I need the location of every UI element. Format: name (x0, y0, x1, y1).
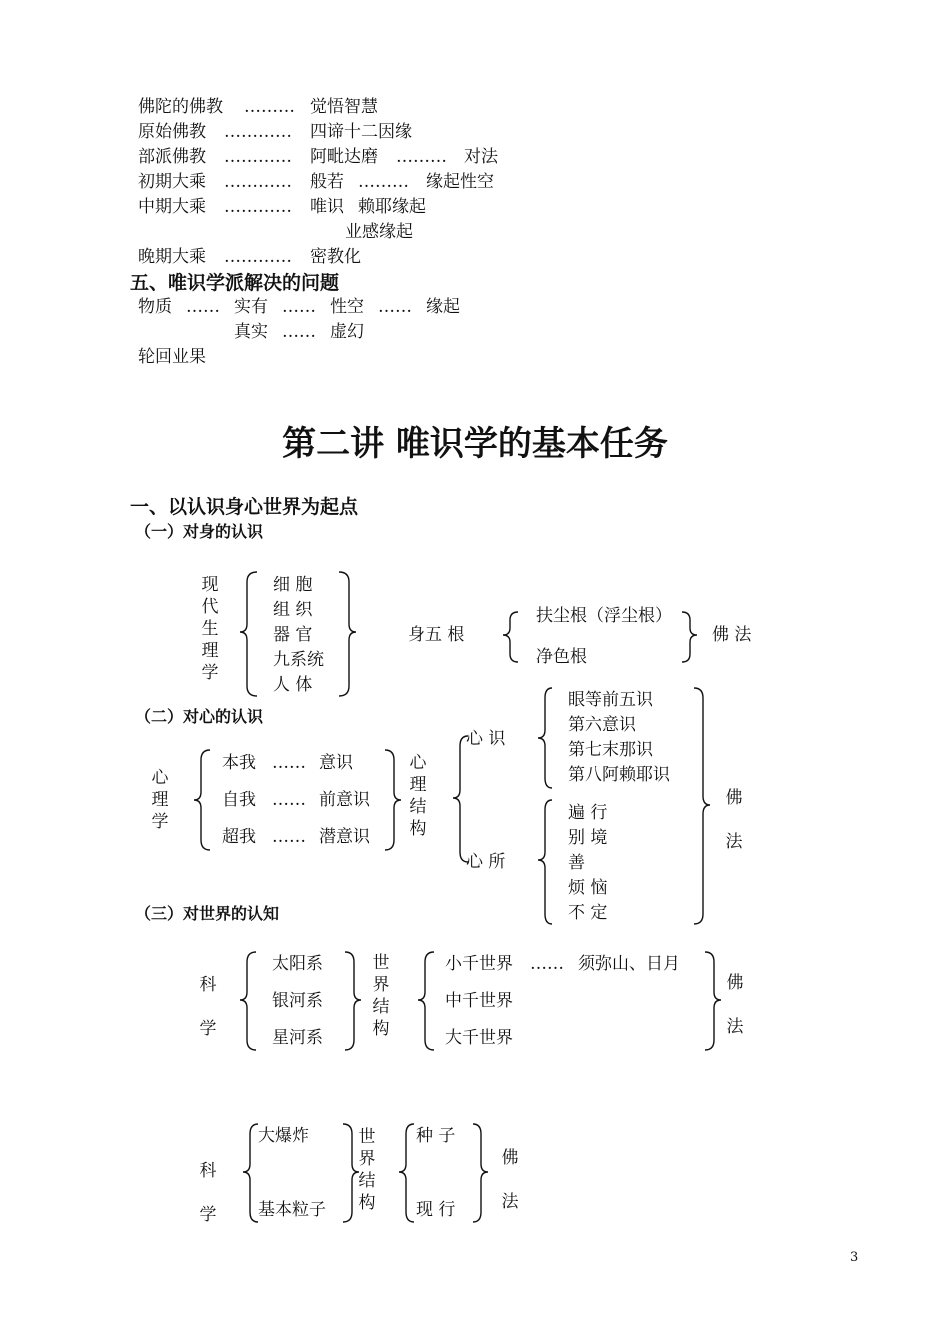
dots: …… (272, 753, 306, 773)
left-brace (399, 1124, 414, 1222)
mind-term: 本我 (222, 753, 256, 773)
consciousness-label: 心 识 (466, 729, 506, 749)
buddha-dharma-label: 佛 法 (712, 625, 752, 645)
dots: …… (272, 827, 306, 847)
dots: …… (530, 954, 564, 974)
vertical-label: 科学 (199, 975, 217, 1039)
dots: ………… (224, 122, 292, 142)
right-brace (705, 952, 721, 1050)
mental-factor-item: 烦 恼 (568, 878, 608, 898)
dots: ………… (224, 197, 292, 217)
body-item: 九系统 (273, 650, 324, 670)
cosmos-item: 星河系 (272, 1028, 323, 1048)
left-brace (538, 688, 552, 788)
left-brace (240, 952, 256, 1050)
science-item: 大爆炸 (258, 1126, 309, 1146)
problem-term: 实有 (234, 297, 268, 317)
seed-item: 现 行 (416, 1200, 456, 1220)
left-brace (503, 612, 518, 662)
intro-line-b: 四谛十二因缘 (310, 122, 412, 142)
vertical-label: 世界结构 (372, 953, 390, 1039)
lecture-title: 第二讲 唯识学的基本任务 (282, 424, 668, 464)
left-brace (418, 952, 434, 1050)
mind-term: 超我 (222, 827, 256, 847)
page-number: 3 (850, 1250, 859, 1265)
mind-term: 意识 (319, 753, 353, 773)
world-item: 大千世界 (445, 1028, 513, 1048)
root-item: 净色根 (536, 647, 587, 667)
vertical-label: 佛法 (726, 973, 744, 1037)
root-item: 扶尘根（浮尘根） (536, 606, 672, 626)
world-item: 中千世界 (445, 991, 513, 1011)
right-brace (694, 688, 710, 924)
vertical-label: 心理结构 (409, 753, 427, 839)
body-item: 器 官 (273, 625, 313, 645)
intro-line-b: 唯识 (310, 197, 344, 217)
intro-line-a: 初期大乘 (138, 172, 206, 192)
world-detail: 须弥山、日月 (578, 954, 680, 974)
intro-line-b: 觉悟智慧 (310, 97, 378, 117)
dots: ……… (396, 147, 447, 167)
dots: …… (272, 790, 306, 810)
subsection-heading: （三）对世界的认知 (135, 904, 280, 923)
right-brace (343, 1124, 359, 1222)
intro-line-b: 密教化 (310, 247, 361, 267)
dots: …… (378, 297, 412, 317)
cosmos-item: 银河系 (272, 991, 323, 1011)
vertical-label: 世界结构 (358, 1127, 376, 1213)
right-brace (473, 1124, 488, 1222)
subsection-heading: （一）对身的认识 (135, 522, 264, 541)
body-item: 人 体 (273, 675, 313, 695)
consciousness-item: 眼等前五识 (568, 690, 653, 710)
consciousness-item: 第七末那识 (568, 740, 653, 760)
right-brace (339, 572, 356, 696)
right-brace (682, 612, 697, 662)
mind-term: 前意识 (319, 790, 370, 810)
intro-line-b: 般若 (310, 172, 344, 192)
problem-term: 物质 (138, 297, 172, 317)
left-brace (194, 750, 210, 850)
vertical-label: 佛法 (725, 788, 743, 852)
dots: …… (186, 297, 220, 317)
vertical-label: 心理学 (151, 768, 169, 832)
vertical-label: 现代生理学 (201, 575, 219, 683)
dots: ……… (244, 97, 295, 117)
mental-factor-item: 不 定 (568, 903, 608, 923)
dots: ………… (224, 172, 292, 192)
right-brace (345, 952, 361, 1050)
problem-term: 轮回业果 (138, 347, 206, 367)
problem-term: 虚幻 (330, 322, 364, 342)
mental-factor-item: 善 (568, 853, 585, 873)
problem-term: 真实 (234, 322, 268, 342)
dots: ………… (224, 247, 292, 267)
intro-line-b: 阿毗达磨 (310, 147, 378, 167)
intro-line-a: 晚期大乘 (138, 247, 206, 267)
seed-item: 种 子 (416, 1126, 456, 1146)
left-brace (243, 1124, 258, 1222)
intro-line-a: 佛陀的佛教 (138, 97, 223, 117)
dots: ……… (358, 172, 409, 192)
left-brace (538, 800, 552, 924)
problem-term: 性空 (330, 297, 364, 317)
mental-factor-item: 遍 行 (568, 803, 608, 823)
left-brace (453, 736, 468, 862)
five-roots-label: 身五 根 (408, 625, 465, 645)
subsection-heading: （二）对心的认识 (135, 707, 264, 726)
problem-term: 缘起 (426, 297, 460, 317)
mental-factor-item: 别 境 (568, 828, 608, 848)
right-brace (385, 750, 401, 850)
dots: …… (282, 297, 316, 317)
section-heading: 五、唯识学派解决的问题 (130, 272, 340, 294)
mental-factors-label: 心 所 (466, 852, 506, 872)
section-heading: 一、以认识身心世界为起点 (130, 496, 359, 518)
dots: ………… (224, 147, 292, 167)
dots: …… (282, 322, 316, 342)
intro-line-c: 业感缘起 (345, 222, 413, 242)
mind-term: 自我 (222, 790, 256, 810)
intro-line-c: 缘起性空 (426, 172, 494, 192)
intro-line-a: 原始佛教 (138, 122, 206, 142)
cosmos-item: 太阳系 (272, 954, 323, 974)
vertical-label: 科学 (199, 1161, 217, 1225)
left-brace (240, 572, 257, 696)
world-item: 小千世界 (445, 954, 513, 974)
science-item: 基本粒子 (258, 1200, 326, 1220)
intro-line-c: 赖耶缘起 (358, 197, 426, 217)
vertical-label: 佛法 (501, 1148, 519, 1212)
body-item: 组 织 (273, 600, 313, 620)
consciousness-item: 第八阿赖耶识 (568, 765, 670, 785)
intro-line-c: 对法 (464, 147, 498, 167)
intro-line-a: 中期大乘 (138, 197, 206, 217)
intro-line-a: 部派佛教 (138, 147, 206, 167)
mind-term: 潜意识 (319, 827, 370, 847)
consciousness-item: 第六意识 (568, 715, 636, 735)
body-item: 细 胞 (273, 575, 313, 595)
